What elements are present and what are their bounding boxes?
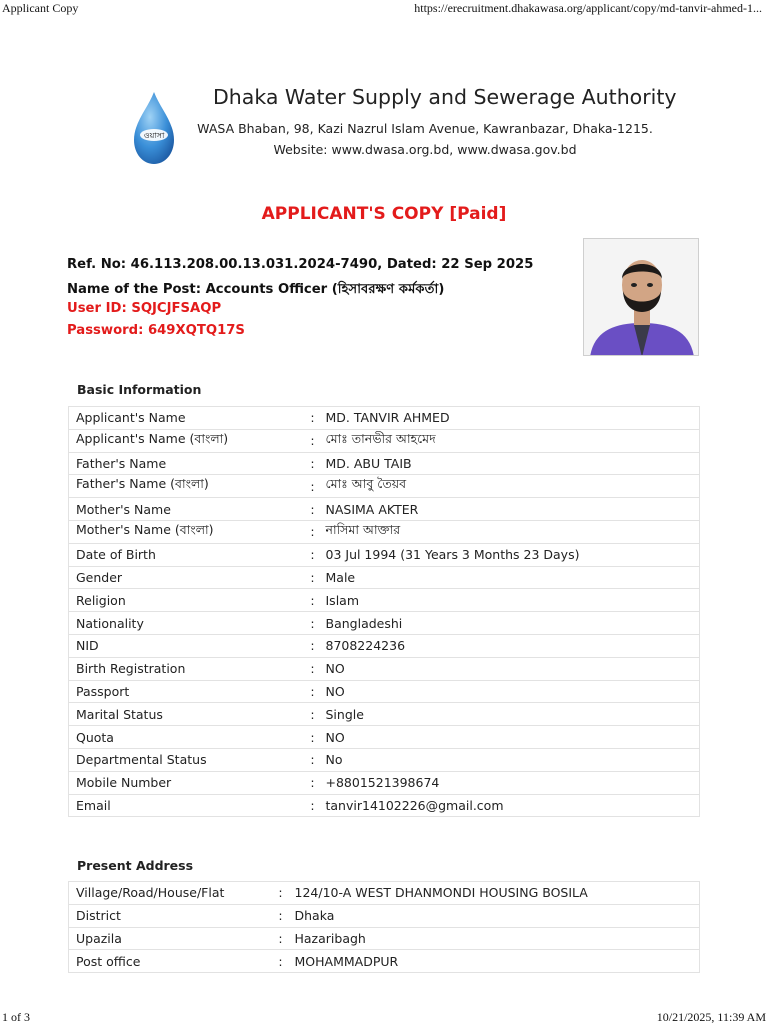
field-separator: :: [307, 634, 319, 657]
table-row: [69, 882, 700, 905]
print-header-url: https://erecruitment.dhakawasa.org/applicant/copy/md-tanvir-ahmed-1...: [414, 1, 762, 15]
field-label: Birth Registration: [69, 657, 307, 680]
field-separator: :: [274, 904, 288, 927]
table-row: [69, 927, 700, 950]
org-name: Dhaka Water Supply and Sewerage Authority: [213, 85, 677, 109]
field-value: Hazaribagh: [288, 927, 700, 950]
field-label: Mother's Name: [69, 498, 307, 521]
org-website: Website: www.dwasa.org.bd, www.dwasa.gov.bd: [273, 142, 577, 157]
field-separator: :: [307, 589, 319, 612]
field-separator: :: [307, 680, 319, 703]
field-label: Quota: [69, 726, 307, 749]
table-row: [69, 950, 700, 973]
field-label: Father's Name: [69, 452, 307, 475]
field-value: 124/10-A WEST DHANMONDI HOUSING BOSILA: [288, 882, 700, 905]
field-value: 8708224236: [319, 634, 700, 657]
field-value: মোঃ তানভীর আহমেদ: [319, 429, 700, 452]
field-value: NO: [319, 657, 700, 680]
logo-text: ওয়াসা: [143, 131, 165, 140]
field-value: NASIMA AKTER: [319, 498, 700, 521]
field-label: Departmental Status: [69, 748, 307, 771]
field-separator: :: [307, 452, 319, 475]
field-value: Bangladeshi: [319, 612, 700, 635]
field-separator: :: [307, 543, 319, 566]
basic-information-table: [68, 406, 700, 817]
field-value: MD. ABU TAIB: [319, 452, 700, 475]
present-address-heading: Present Address: [77, 858, 194, 873]
org-address: WASA Bhaban, 98, Kazi Nazrul Islam Avenue, Kawranbazar, Dhaka-1215.: [197, 121, 653, 136]
table-row: [69, 794, 700, 817]
field-value: নাসিমা আক্তার: [319, 520, 700, 543]
table-row: [69, 612, 700, 635]
field-label: Marital Status: [69, 703, 307, 726]
field-separator: :: [307, 475, 319, 498]
print-header-title: Applicant Copy: [2, 1, 79, 15]
field-separator: :: [307, 566, 319, 589]
field-label: Father's Name (বাংলা): [69, 475, 307, 498]
field-separator: :: [307, 726, 319, 749]
field-label: Mother's Name (বাংলা): [69, 520, 307, 543]
field-value: মোঃ আবু তৈয়ব: [319, 475, 700, 498]
field-value: Dhaka: [288, 904, 700, 927]
table-row: [69, 429, 700, 452]
table-row: [69, 748, 700, 771]
field-separator: :: [307, 748, 319, 771]
field-separator: :: [307, 771, 319, 794]
table-row: [69, 703, 700, 726]
field-separator: :: [307, 407, 319, 430]
field-separator: :: [307, 612, 319, 635]
table-row: [69, 657, 700, 680]
field-label: Date of Birth: [69, 543, 307, 566]
field-label: Gender: [69, 566, 307, 589]
table-row: [69, 543, 700, 566]
reference-number: Ref. No: 46.113.208.00.13.031.2024-7490, Dated: 22 Sep 2025: [67, 257, 534, 272]
field-label: Village/Road/House/Flat: [69, 882, 274, 905]
present-address-table: [68, 881, 700, 973]
field-value: MOHAMMADPUR: [288, 950, 700, 973]
user-id: User ID: SQJCJFSAQP: [67, 301, 222, 316]
field-label: District: [69, 904, 274, 927]
field-value: NO: [319, 680, 700, 703]
password: Password: 649XQTQ17S: [67, 323, 245, 338]
field-separator: :: [307, 520, 319, 543]
field-label: NID: [69, 634, 307, 657]
field-value: MD. TANVIR AHMED: [319, 407, 700, 430]
field-value: Single: [319, 703, 700, 726]
field-label: Applicant's Name: [69, 407, 307, 430]
field-separator: :: [274, 882, 288, 905]
field-value: 03 Jul 1994 (31 Years 3 Months 23 Days): [319, 543, 700, 566]
post-name: Name of the Post: Accounts Officer (হিসাবরক্ষণ কর্মকর্তা): [67, 282, 445, 297]
field-label: Email: [69, 794, 307, 817]
table-row: [69, 726, 700, 749]
field-value: Male: [319, 566, 700, 589]
field-label: Mobile Number: [69, 771, 307, 794]
payment-status-badge: [Paid]: [449, 204, 507, 224]
table-row: [69, 498, 700, 521]
table-row: [69, 407, 700, 430]
table-row: [69, 520, 700, 543]
field-value: NO: [319, 726, 700, 749]
field-label: Applicant's Name (বাংলা): [69, 429, 307, 452]
field-value: tanvir14102226@gmail.com: [319, 794, 700, 817]
field-label: Passport: [69, 680, 307, 703]
table-row: [69, 771, 700, 794]
field-value: +8801521398674: [319, 771, 700, 794]
table-row: [69, 904, 700, 927]
field-separator: :: [274, 950, 288, 973]
field-label: Religion: [69, 589, 307, 612]
field-separator: :: [307, 498, 319, 521]
copy-title-text: APPLICANT'S COPY: [261, 204, 444, 224]
field-value: No: [319, 748, 700, 771]
print-footer-datetime: 10/21/2025, 11:39 AM: [656, 1010, 766, 1024]
applicant-photo: [583, 238, 699, 356]
applicant-copy-title: [0, 204, 768, 224]
field-separator: :: [307, 657, 319, 680]
table-row: [69, 475, 700, 498]
table-row: [69, 566, 700, 589]
table-row: [69, 452, 700, 475]
field-separator: :: [274, 927, 288, 950]
basic-information-heading: Basic Information: [77, 382, 202, 397]
field-separator: :: [307, 794, 319, 817]
field-label: Nationality: [69, 612, 307, 635]
field-separator: :: [307, 429, 319, 452]
field-label: Upazila: [69, 927, 274, 950]
table-row: [69, 680, 700, 703]
field-value: Islam: [319, 589, 700, 612]
field-label: Post office: [69, 950, 274, 973]
table-row: [69, 634, 700, 657]
print-footer-page: 1 of 3: [2, 1010, 30, 1024]
table-row: [69, 589, 700, 612]
field-separator: :: [307, 703, 319, 726]
